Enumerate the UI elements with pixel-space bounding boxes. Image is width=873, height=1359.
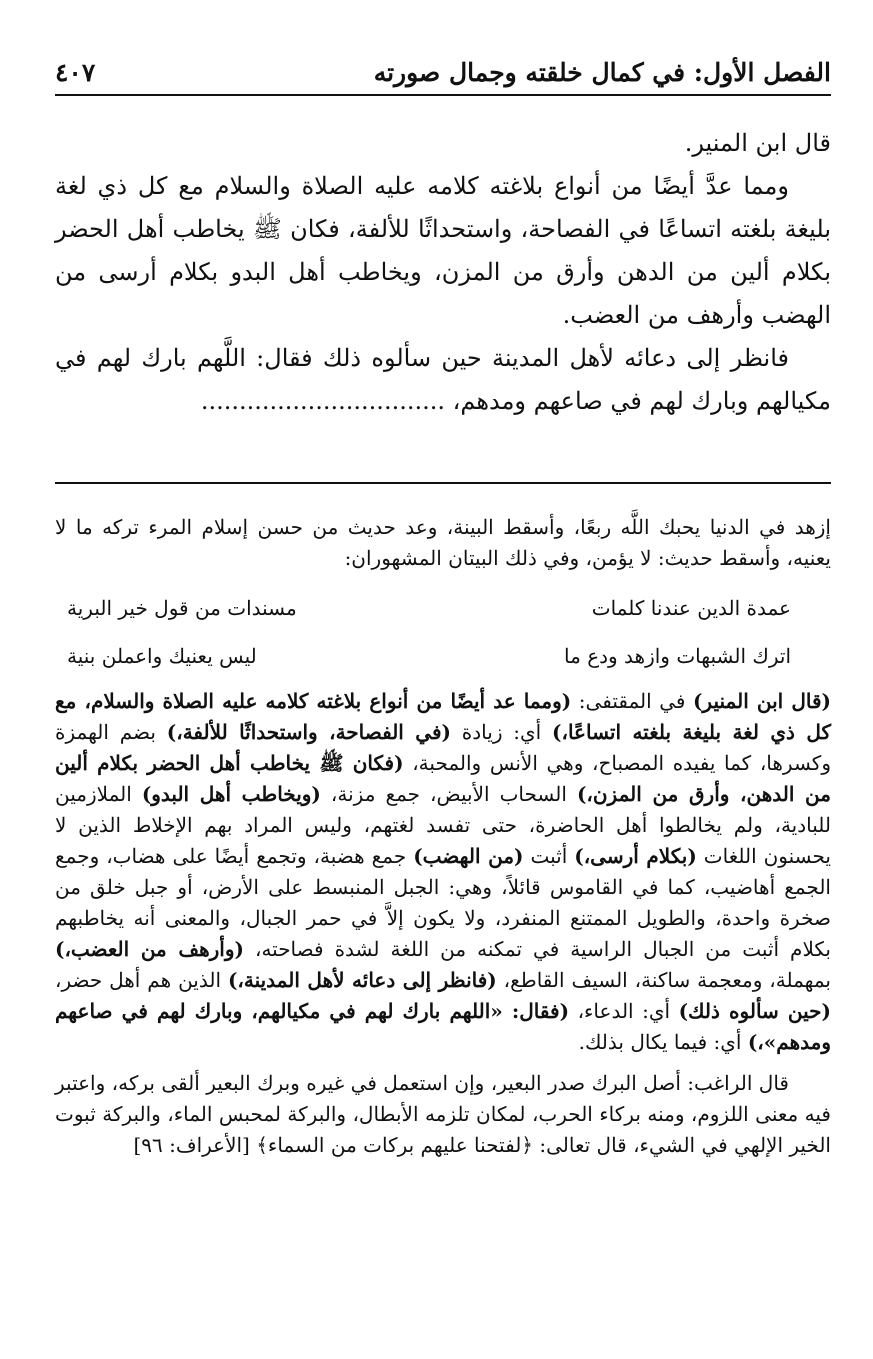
quoted-segment: (ويخاطب أهل البدو) (141, 782, 321, 806)
verse-1 (55, 584, 831, 632)
gloss-segment: أي: الدعاء، (569, 999, 679, 1023)
page-number: ٤٠٧ (55, 57, 96, 87)
main-paragraph-3: فانظر إلى دعائه لأهل المدينة حين سألوه ذلك فقال: اللَّهم بارك لهم في مكيالهم وبارك لهم في صاعهم ومدهم، ................................ (55, 344, 831, 415)
quoted-segment: (بكلام أرسى،) (574, 844, 697, 868)
footnote-divider (55, 482, 831, 484)
gloss-segment: بمهملة، ومعجمة ساكنة، السيف القاطع، (496, 968, 831, 992)
quoted-segment: (فانظر إلى دعائه لأهل المدينة،) (227, 968, 497, 992)
gloss-segment: جمع هضبة، وتجمع أيضًا على هضاب، وجمع الجمع أهاضيب، كما في القاموس قائلاً، وهي: الجبل المنبسط على الأرض، أو جبل خلق من صخرة واحدة، والطويل الممتنع المنفرد، ولا يكون إلاَّ في حمر الجبال، والمعنى أنه يخاطبهم بكلام أثبت من الجبال الراسية في تمكنه من اللغة لشدة فصاحته، (55, 844, 831, 961)
gloss-segment: الملازمين للبادية، ولم يخالطوا أهل الحاضرة، حتى تفسد لغتهم، وليس المراد بهم الإخلاط الذين لا يحسنون اللغات (55, 782, 831, 868)
quoted-segment: (حين سألوه ذلك) (678, 999, 832, 1023)
poem (55, 584, 831, 680)
spacer (55, 1058, 831, 1068)
main-paragraph-2: ومما عدَّ أيضًا من أنواع بلاغته كلامه عليه الصلاة والسلام مع كل ذي لغة بليغة بلغته اتساعًا في الفصاحة، واستحداثًا للألفة، فكان ﷺ يخاطب أهل الحضر بكلام ألين من الدهن وأرق من المزن، ويخاطب أهل البدو بكلام أرسى من الهضب وأرهف من العضب. (55, 172, 831, 329)
gloss-segment: أي: فيما يكال بذلك. (578, 1030, 748, 1054)
quoted-segment: (في الفصاحة، واستحداثًا للألفة،) (166, 720, 451, 744)
verse-1-second-hemistich: مسندات من قول خير البرية (67, 595, 297, 620)
commentary-paragraph-2 (55, 686, 831, 1058)
commentary (55, 512, 831, 1161)
quoted-segment: (قال ابن المنير) (692, 689, 832, 713)
gloss-segment: السحاب الأبيض، جمع مزنة، (320, 782, 577, 806)
verse-2-second-hemistich: ليس يعنيك واعملن بنية (67, 643, 257, 668)
verse-2 (55, 632, 831, 680)
gloss-segment: أي: زيادة (450, 720, 553, 744)
chapter-title: الفصل الأول: في كمال خلقته وجمال صورته (373, 57, 831, 87)
verse-2-first-hemistich: اترك الشبهات وازهد ودع ما (564, 643, 791, 668)
quoted-segment: (فقال: «اللهم بارك لهم في مكيالهم، وبارك لهم في صاعهم ومدهم»،) (55, 999, 831, 1054)
gloss-segment: أثبت (523, 844, 575, 868)
gloss-segment: بضم الهمزة وكسرها، كما يفيده المصباح، وهي الأنس والمحبة، (55, 720, 831, 775)
quoted-segment: (وأرهف من العضب،) (55, 937, 244, 961)
commentary-paragraph-3: قال الراغب: أصل البرك صدر البعير، وإن استعمل في غيره وبرك البعير ألقى بركه، واعتبر فيه معنى اللزوم، ومنه بركاء الحرب، لمكان تلزمه الأبطال، والبركة لمحبس الماء، والبركة ثبوت الخير الإلهي في الشيء، قال تعالى: ﴿لفتحنا عليهم بركات من السماء﴾ [الأعراف: ٩٦] (55, 1071, 831, 1157)
main-text (55, 122, 831, 423)
gloss-segment: في المقتفى: (571, 689, 693, 713)
page-header (55, 50, 831, 96)
verse-1-first-hemistich: عمدة الدين عندنا كلمات (591, 595, 791, 620)
quoted-segment: (فكان ﷺ يخاطب أهل الحضر بكلام ألين من الدهن، وأرق من المزن،) (55, 751, 831, 806)
quoted-segment: (من الهضب) (413, 844, 524, 868)
commentary-paragraph-1: إزهد في الدنيا يحبك اللَّه ربعًا، وأسقط البينة، وعد حديث من حسن إسلام المرء تركه ما لا يعنيه، وأسقط حديث: لا يؤمن، وفي ذلك البيتان المشهوران: (55, 515, 831, 570)
gloss-segment: الذين هم أهل حضر، (55, 968, 228, 992)
main-paragraph-1: قال ابن المنير. (684, 129, 831, 157)
quoted-segment: (ومما عد أيضًا من أنواع بلاغته كلامه عليه الصلاة والسلام، مع كل ذي لغة بليغة بلغته اتساعًا،) (55, 689, 831, 744)
